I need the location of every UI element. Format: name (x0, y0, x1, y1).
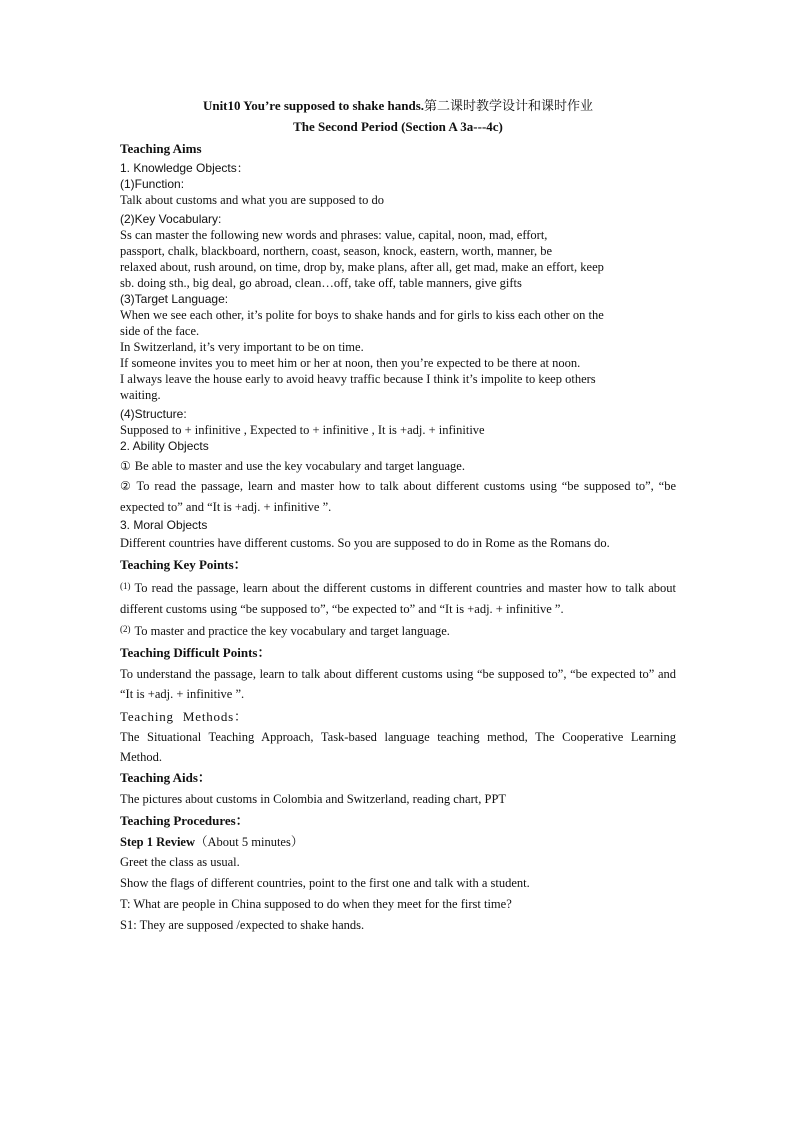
key-point-2 (120, 619, 676, 642)
vocabulary-line-3: relaxed about, rush around, on time, drop by, make plans, after all, get mad, make an effort, keep (120, 260, 604, 274)
ability-marker-2: ② (120, 479, 133, 493)
key-point-1 (120, 576, 676, 619)
target-line-2: side of the face. (120, 324, 200, 338)
methods-text: The Situational Teaching Approach, Task-based language teaching method, The Cooperative Learning Method. (120, 729, 676, 764)
document-page (120, 96, 676, 936)
title-chinese: 第二课时教学设计和课时作业 (424, 99, 594, 114)
step1-line (120, 832, 676, 852)
aids-text: The pictures about customs in Colombia and Switzerland, reading chart, PPT (120, 791, 507, 806)
key-point-marker-2: (2) (120, 624, 131, 634)
structure-label: (4)Structure: (120, 407, 187, 421)
function-label: (1)Function: (120, 177, 185, 191)
ability-item-2 (120, 476, 676, 517)
step1-label: Step 1 Review (120, 834, 195, 849)
document-title (120, 96, 676, 117)
key-point-text-1: To read the passage, learn about the different customs in different countries and master how to talk about different customs using “be supposed to”, “be expected to” and “It is +adj. + infinitive ”. (120, 581, 676, 616)
procedure-line-1: Greet the class as usual. (120, 854, 240, 869)
target-line-5: I always leave the house early to avoid heavy traffic because I think it’s impolite to keep others (120, 372, 596, 386)
ability-text-1: Be able to master and use the key vocabulary and target language. (134, 459, 465, 473)
target-language-label: (3)Target Language: (120, 292, 229, 306)
structure-text: Supposed to + infinitive , Expected to + infinitive , It is +adj. + infinitive (120, 423, 485, 437)
function-text: Talk about customs and what you are supposed to do (120, 193, 385, 207)
procedure-line-2: Show the flags of different countries, point to the first one and talk with a student. (120, 875, 530, 890)
moral-objects-label: 3. Moral Objects (120, 518, 208, 532)
procedures-heading: Teaching Procedures： (120, 812, 249, 828)
knowledge-objects-label: 1. Knowledge Objects： (120, 161, 249, 175)
vocabulary-line-4: sb. doing sth., big deal, go abroad, clean…off, take off, table manners, give gifts (120, 276, 522, 290)
difficult-points-heading: Teaching Difficult Points： (120, 644, 271, 660)
target-line-3: In Switzerland, it’s very important to be on time. (120, 340, 364, 354)
key-point-text-2: To master and practice the key vocabulary and target language. (134, 624, 450, 638)
ability-marker-1: ① (120, 459, 131, 473)
moral-text: Different countries have different customs. So you are supposed to do in Rome as the Romans do. (120, 536, 610, 550)
key-point-marker-1: (1) (120, 581, 131, 591)
vocabulary-line-2: passport, chalk, blackboard, northern, coast, season, knock, eastern, worth, manner, be (120, 244, 553, 258)
vocabulary-line-1: Ss can master the following new words and phrases: value, capital, noon, mad, effort, (120, 228, 548, 242)
target-line-6: waiting. (120, 388, 161, 402)
title-english: Unit10 You’re supposed to shake hands. (202, 98, 425, 113)
vocabulary-label: (2)Key Vocabulary: (120, 212, 222, 226)
step1-time: （About 5 minutes） (195, 834, 304, 849)
procedure-line-4: S1: They are supposed /expected to shake hands. (120, 917, 365, 932)
difficult-points-text: To understand the passage, learn to talk about different customs using “be supposed to”, “be expected to” and “It is +adj. + infinitive ”. (120, 666, 676, 701)
key-points-heading: Teaching Key Points： (120, 557, 247, 572)
aids-heading: Teaching Aids： (120, 769, 211, 785)
target-line-1: When we see each other, it’s polite for boys to shake hands and for girls to kiss each other on the (120, 308, 604, 322)
ability-item-1 (120, 458, 676, 474)
methods-heading: Teaching Methods： (120, 708, 248, 724)
target-line-4: If someone invites you to meet him or her at noon, then you’re expected to be there at noon. (120, 356, 581, 370)
teaching-aims-heading: Teaching Aims (120, 141, 202, 156)
procedure-line-3: T: What are people in China supposed to do when they meet for the first time? (120, 896, 512, 911)
ability-objects-label: 2. Ability Objects (120, 439, 209, 453)
ability-text-2: To read the passage, learn and master how to talk about different customs using “be supposed to”, “be expected to” and “It is +adj. + infinitive ”. (120, 479, 676, 514)
document-subtitle: The Second Period (Section A 3a---4c) (293, 119, 503, 134)
